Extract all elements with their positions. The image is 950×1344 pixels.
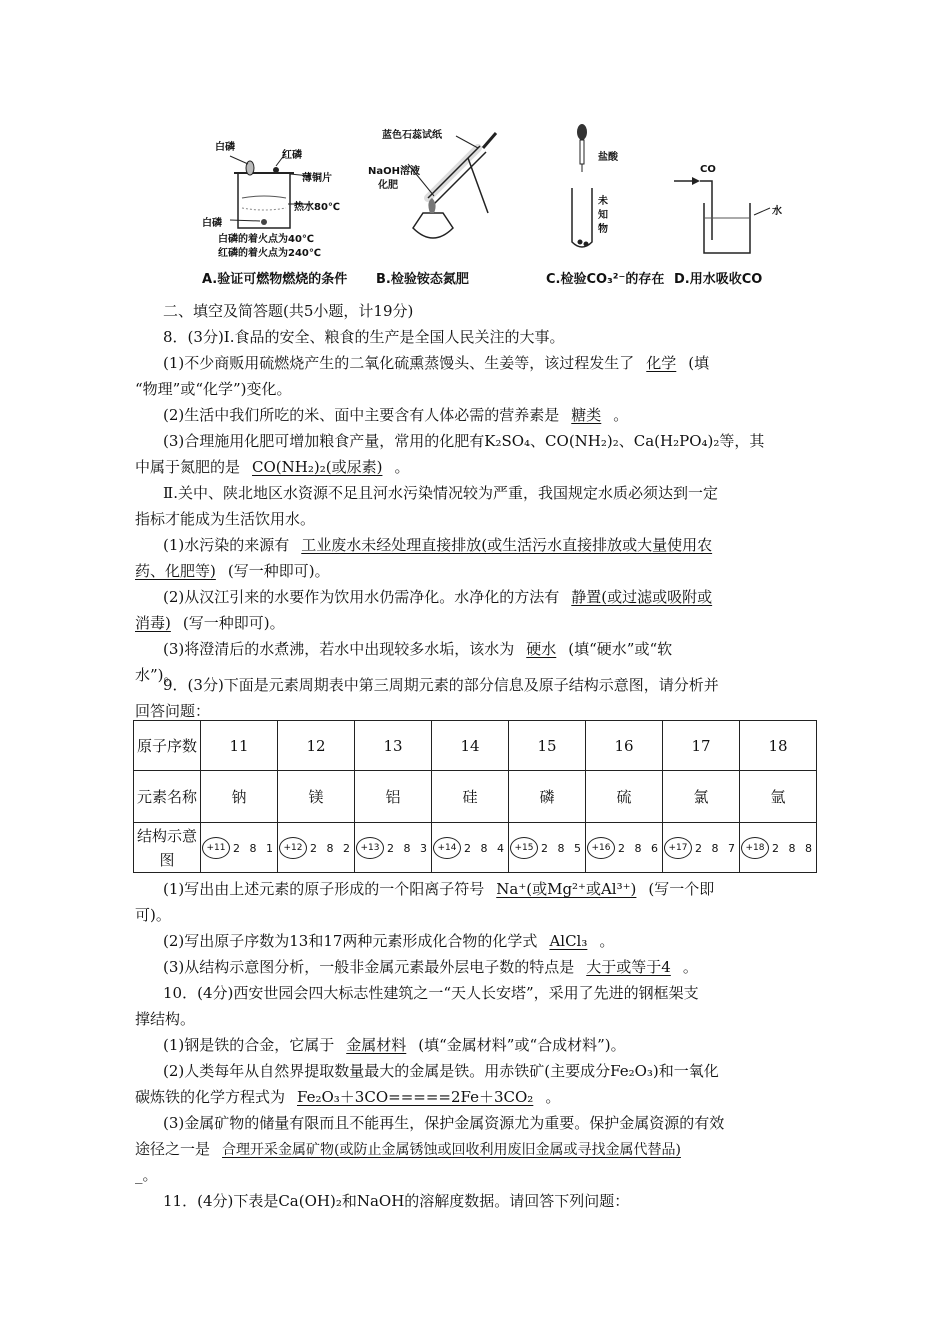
- q8-part3-line2: 中属于氮肥的是 CO(NH₂)₂(或尿素) 。: [135, 458, 410, 476]
- cell-name: 硫: [586, 771, 663, 823]
- figure-b: [368, 118, 518, 293]
- q10-part3-line2: 途径之一是 合理开采金属矿物(或防止金属锈蚀或回收利用废旧金属或寻找金属代替品): [135, 1136, 815, 1163]
- q9-intro-line2: 回答问题：: [135, 702, 211, 720]
- label-red-phosphorus: 红磷: [282, 150, 302, 161]
- atom-diagram: +17 2 8 7: [664, 837, 738, 859]
- q10-intro-line2: 撑结构。: [135, 1010, 196, 1028]
- experiment-figures: [190, 118, 810, 293]
- q8-water3-answer: 硬水: [526, 640, 557, 658]
- cell-name: 磷: [509, 771, 586, 823]
- element-table: [133, 720, 817, 873]
- q9-part2: (2)写出原子序数为13和17两种元素形成化合物的化学式 AlCl₃ 。: [163, 932, 615, 950]
- cell-name: 镁: [278, 771, 355, 823]
- q8-part2-answer: 糖类: [571, 406, 602, 424]
- cell-name: 硅: [432, 771, 509, 823]
- q10-part3-answer: 合理开采金属矿物(或防止金属锈蚀或回收利用废旧金属或寻找金属代替品): [222, 1142, 681, 1158]
- q9-part3-answer: 大于或等于4: [586, 958, 671, 976]
- figure-a: [190, 118, 350, 293]
- cell-number: 14: [432, 721, 509, 771]
- q10-part3-line3: _。: [135, 1166, 158, 1184]
- figure-d-caption: D.用水吸收CO: [674, 272, 763, 287]
- q10-part1-answer: 金属材料: [346, 1036, 407, 1054]
- label-hydrochloric-acid: 盐酸: [598, 152, 618, 163]
- cell-number: 18: [740, 721, 817, 771]
- q9-part1-line2: 可)。: [135, 906, 171, 924]
- section-title: 二、填空及简答题(共5小题，计19分): [163, 302, 414, 320]
- figure-c-caption: C.检验CO₃²⁻的存在: [546, 272, 665, 287]
- q10-intro-line1: 10．(4分)西安世园会四大标志性建筑之一“天人长安塔”，采用了先进的钢框架支: [163, 984, 699, 1002]
- cell-number: 11: [201, 721, 278, 771]
- q10-part1: (1)钢是铁的合金，它属于 金属材料 (填“金属材料”或“合成材料”)。: [163, 1036, 626, 1054]
- row-header-structure: 结构示意图: [134, 823, 201, 873]
- label-co: CO: [700, 164, 716, 175]
- table-row-name: [134, 771, 817, 823]
- label-fertilizer: 化肥: [378, 180, 398, 191]
- figure-b-caption: B.检验铵态氮肥: [376, 272, 469, 287]
- label-white-phosphorus-top: 白磷: [215, 142, 235, 153]
- label-unknown-3: 物: [598, 224, 608, 235]
- figure-a-caption: A.验证可燃物燃烧的条件: [202, 272, 348, 287]
- q10-part2-answer: Fe₂O₃＋3CO=====2Fe＋3CO₂: [297, 1088, 534, 1106]
- cell-name: 钠: [201, 771, 278, 823]
- table-row-structure: [134, 823, 817, 873]
- q8-water3-line1: (3)将澄清后的水煮沸，若水中出现较多水垢，该水为 硬水 (填“硬水”或“软: [163, 640, 673, 658]
- figure-d-apparatus: [670, 118, 810, 268]
- cell-number: 15: [509, 721, 586, 771]
- q8-part3-answer: CO(NH₂)₂(或尿素): [252, 458, 383, 476]
- row-header-number: 原子序数: [134, 721, 201, 771]
- atom-diagram: +14 2 8 4: [433, 837, 507, 859]
- q10-part3-line1: (3)金属矿物的储量有限而且不能再生，保护金属资源尤为重要。保护金属资源的有效: [163, 1114, 725, 1132]
- q8-water2-answer: 静置(或过滤或吸附或: [571, 588, 713, 606]
- atom-diagram: +11 2 8 1: [202, 837, 276, 859]
- cell-number: 12: [278, 721, 355, 771]
- q8-water1-answer: 工业废水未经处理直接排放(或生活污水直接排放或大量使用农: [301, 536, 713, 554]
- q8-water1-answer-cont: 药、化肥等): [135, 562, 216, 580]
- label-copper-sheet: 薄铜片: [302, 173, 332, 184]
- table-row-number: [134, 721, 817, 771]
- q8-water2-line2: 消毒) (写一种即可)。: [135, 614, 285, 632]
- label-unknown-2: 知: [598, 210, 608, 221]
- atom-diagram: +15 2 8 5: [510, 837, 584, 859]
- q11-intro: 11．(4分)下表是Ca(OH)₂和NaOH的溶解度数据。请回答下列问题：: [163, 1192, 630, 1210]
- label-white-phosphorus-bottom: 白磷: [202, 218, 222, 229]
- q9-intro-line1: 9．(3分)下面是元素周期表中第三周期元素的部分信息及原子结构示意图，请分析并: [163, 676, 719, 694]
- cell-number: 17: [663, 721, 740, 771]
- q8-water2-line1: (2)从汉江引来的水要作为饮用水仍需净化。水净化的方法有 静置(或过滤或吸附或: [163, 584, 843, 610]
- q8-ii-line1: Ⅱ.关中、陕北地区水资源不足且河水污染情况较为严重，我国规定水质必须达到一定: [163, 484, 718, 502]
- figure-c: [540, 118, 670, 293]
- label-hot-water: 热水80℃: [294, 202, 341, 213]
- cell-number: 16: [586, 721, 663, 771]
- q8-water2-answer-cont: 消毒): [135, 614, 171, 632]
- q8-part3-line1: (3)合理施用化肥可增加粮食产量，常用的化肥有K₂SO₄、CO(NH₂)₂、Ca(H₂PO₄)₂等，其: [163, 432, 765, 450]
- cell-number: 13: [355, 721, 432, 771]
- label-red-ignition: 红磷的着火点为240℃: [218, 248, 321, 259]
- q9-part3: (3)从结构示意图分析，一般非金属元素最外层电子数的特点是 大于或等于4 。: [163, 958, 698, 976]
- q8-part1-line2: “物理”或“化学”)变化。: [135, 380, 292, 398]
- atom-diagram: +16 2 8 6: [587, 837, 661, 859]
- q10-part2-line1: (2)人类每年从自然界提取数量最大的金属是铁。用赤铁矿(主要成分Fe₂O₃)和一氧化: [163, 1062, 719, 1080]
- q8-part2: (2)生活中我们所吃的米、面中主要含有人体必需的营养素是 糖类 。: [163, 406, 629, 424]
- row-header-name: 元素名称: [134, 771, 201, 823]
- cell-name: 铝: [355, 771, 432, 823]
- q9-part2-answer: AlCl₃: [549, 932, 588, 950]
- q10-part2-line2: 碳炼铁的化学方程式为 Fe₂O₃＋3CO=====2Fe＋3CO₂ 。: [135, 1088, 561, 1106]
- atom-diagram: +12 2 8 2: [279, 837, 353, 859]
- atom-diagram: +13 2 8 3: [356, 837, 430, 859]
- q8-intro: 8．(3分)Ⅰ.食品的安全、粮食的生产是全国人民关注的大事。: [163, 328, 565, 346]
- atom-diagram: +18 2 8 8: [741, 837, 815, 859]
- label-water: 水: [772, 206, 782, 217]
- figure-d: [670, 118, 810, 293]
- label-unknown-1: 未: [598, 196, 608, 207]
- label-naoh-solution: NaOH溶液: [368, 166, 420, 177]
- q8-water1-line2: 药、化肥等) (写一种即可)。: [135, 562, 330, 580]
- q9-part1-answer: Na⁺(或Mg²⁺或Al³⁺): [496, 880, 637, 898]
- label-litmus-paper: 蓝色石蕊试纸: [382, 130, 442, 141]
- q8-water3-line2: 水”)。: [135, 666, 179, 684]
- cell-name: 氯: [663, 771, 740, 823]
- label-white-ignition: 白磷的着火点为40℃: [218, 234, 315, 245]
- q9-part1-line1: (1)写出由上述元素的原子形成的一个阳离子符号 Na⁺(或Mg²⁺或Al³⁺) (写一个即: [163, 880, 715, 898]
- cell-name: 氩: [740, 771, 817, 823]
- q8-part1-answer: 化学: [646, 354, 677, 372]
- q8-part1-line1: (1)不少商贩用硫燃烧产生的二氧化硫熏蒸馒头、生姜等，该过程发生了 化学 (填: [163, 354, 710, 372]
- q8-water1-line1: (1)水污染的来源有 工业废水未经处理直接排放(或生活污水直接排放或大量使用农: [163, 532, 843, 558]
- q8-ii-line2: 指标才能成为生活饮用水。: [135, 510, 316, 528]
